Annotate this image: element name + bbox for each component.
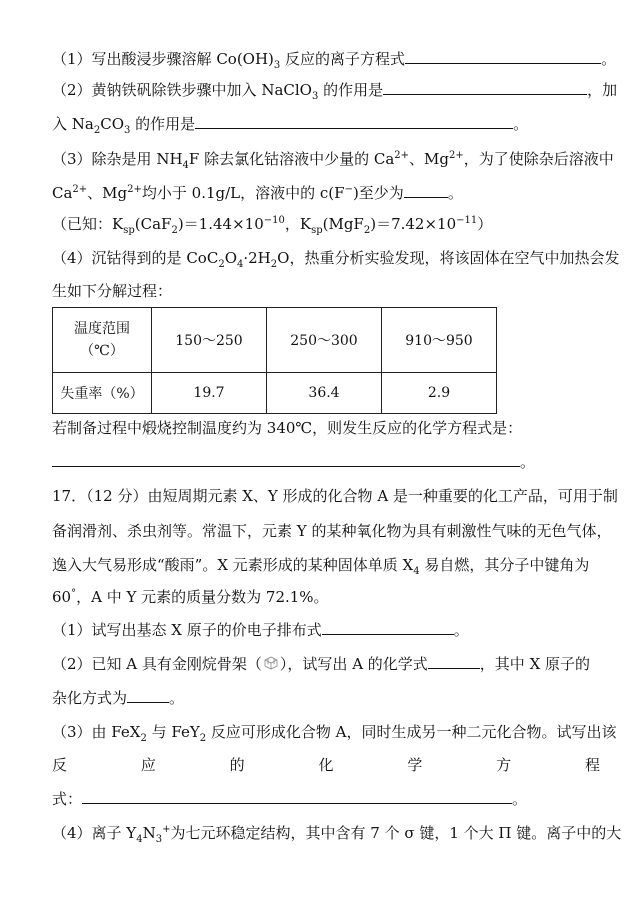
q3-line1 [52, 149, 614, 169]
q17-p4-sub1: 4 [136, 834, 143, 845]
q2-sub: 3 [311, 91, 319, 102]
q17-p3-spread-char: 应 [140, 756, 156, 774]
header-label-line2: （℃） [80, 343, 124, 359]
q3-line2-b: 、Mg [87, 184, 128, 202]
table-cell: 36.4 [267, 373, 382, 414]
q4-line1 [52, 248, 619, 268]
q17-p3-sub1: 2 [140, 733, 147, 744]
q2-number: （2） [52, 81, 92, 99]
q17-p3-line3 [52, 789, 527, 809]
q17-p2-line1 [52, 654, 590, 674]
q3-caf-sub: 2 [171, 225, 178, 236]
q4-after: 若制备过程中煅烧控制温度约为 340℃，则发生反应的化学方程式是： [52, 419, 523, 437]
q3-sp2: sp [311, 225, 323, 236]
table-cell: 2.9 [382, 373, 497, 414]
q3-line2-a: Ca [52, 184, 73, 202]
q3-line2-sup3: − [344, 184, 353, 195]
q17-p2-a: （2）已知 A 具有金刚烷骨架（ [52, 655, 262, 673]
q4-line1-b: O [224, 249, 237, 267]
q4-line1-c: ·2H [243, 249, 271, 267]
q17-intro-c-b: 易自燃，其分子中键角为 [419, 556, 590, 574]
q3-sub-nh: 4 [182, 160, 189, 171]
q2-text-b: 的作用是 [318, 81, 384, 99]
q17-p3-line3-text: 式： [52, 790, 83, 808]
q3-sup-ca: 2+ [394, 150, 410, 161]
q3-close: ） [477, 215, 493, 233]
q1-line [52, 49, 616, 69]
q3-line2-d: )至少为 [352, 184, 404, 202]
q2-line2-a: 入 Na [52, 115, 94, 133]
q17-p2-line2-text: 杂化方式为 [52, 689, 128, 707]
q4-answer-blank[interactable] [52, 452, 520, 467]
q2-text: 黄钠铁矾除铁步骤中加入 NaClO [91, 81, 312, 99]
q3-number: （3） [52, 150, 92, 168]
q2-answer-blank-1[interactable] [383, 80, 587, 95]
q2-line2-sub1: 2 [93, 125, 101, 136]
q1-number: （1） [52, 50, 92, 68]
q3-end: 。 [447, 184, 463, 202]
q2-line2-b: CO [100, 115, 124, 133]
q17-intro-d-sup: ° [71, 588, 77, 599]
q3-mgf: (MgF [322, 215, 364, 233]
q3-line2-sup2: 2+ [127, 184, 142, 195]
q4-line1-a: 沉钴得到的是 CoC [91, 249, 219, 267]
table-header-label [53, 308, 152, 373]
q17-p3-spread-char: 方 [496, 756, 512, 774]
q1-end: 。 [601, 50, 617, 68]
table-cell: 150～250 [152, 308, 267, 373]
q17-p2-answer-blank-2[interactable] [127, 688, 169, 703]
q3-line1-c: 、Mg [409, 150, 449, 168]
q3-caf-val: )＝1.44×10 [177, 215, 264, 233]
q3-line2-c: 均小于 0.1g/L，溶液中的 c(F [141, 184, 345, 202]
decomposition-table [52, 307, 497, 414]
q4-answer-line [52, 452, 535, 472]
q4-line1-d: O，热重分析实验发现，将该固体在空气中加热会发 [277, 249, 620, 267]
q3-line2 [52, 183, 463, 203]
q17-p1-end: 。 [453, 621, 469, 639]
table-row [53, 373, 497, 414]
q2-answer-blank-2[interactable] [195, 114, 513, 129]
q17-p3-end: 。 [512, 790, 528, 808]
q3-mgf-sub: 2 [363, 225, 371, 236]
q2-line1 [52, 80, 617, 100]
q4-end: 。 [520, 453, 536, 471]
q17-p2-line2 [52, 688, 184, 708]
q1-answer-blank[interactable] [405, 49, 601, 64]
q2-text-c: ，加 [587, 81, 618, 99]
q4-sub3: 2 [270, 259, 278, 270]
q17-intro-a: 17．（12 分）由短周期元素 X、Y 形成的化合物 A 是一种重要的化工产品，可用于制 [52, 487, 618, 505]
q17-p1-text: （1）试写出基态 X 原子的价电子排布式 [52, 621, 322, 639]
q17-intro-b: 备润滑剂、杀虫剂等。常温下，元素 Y 的某种氧化物为具有刺激性气味的无色气体， [52, 522, 612, 540]
adamantane-skeleton-icon [262, 655, 280, 669]
q17-p4 [52, 823, 621, 843]
q17-p3-answer-blank[interactable] [82, 789, 512, 804]
q17-p3-spread-char: 的 [229, 756, 245, 774]
q3-caf: (CaF [134, 215, 172, 233]
q17-p3-spread-char: 反 [52, 756, 68, 774]
q17-p3-spread-char: 程 [584, 756, 600, 774]
q17-p3-spread-char: 学 [407, 756, 423, 774]
q17-p3-a: （3）由 FeX [52, 723, 141, 741]
q17-intro-c-sub: 4 [413, 566, 420, 577]
q17-p3-b: 与 FeY [146, 723, 200, 741]
q17-p2-end: 。 [169, 689, 185, 707]
q17-p1 [52, 620, 469, 640]
table-cell: 250～300 [267, 308, 382, 373]
q4-line2: 生如下分解过程： [52, 282, 173, 300]
q17-p2-answer-blank-1[interactable] [428, 654, 480, 669]
q2-line2-sub2: 3 [124, 125, 131, 136]
q3-mgf-val: )＝7.42×10 [370, 215, 457, 233]
q17-p2-b: ），试写出 A 的化学式 [279, 655, 428, 673]
q17-p4-c: 为七元环稳定结构，其中含有 7 个 σ 键，1 个大 Π 键。离子中的大 [170, 824, 622, 842]
q17-p3-sub2: 2 [199, 733, 207, 744]
table-row [53, 308, 497, 373]
q3-line1-b: F 除去氯化钴溶液中少量的 Ca [188, 150, 395, 168]
q3-line2-sup1: 2+ [72, 184, 88, 195]
q17-p3-c: 反应可形成化合物 A，同时生成另一种二元化合物。试写出该 [206, 723, 617, 741]
q17-intro-c [52, 555, 589, 575]
q3-known: （已知：K [52, 215, 124, 233]
q17-intro-d-b: ，A 中 Y 元素的质量分数为 72.1%。 [76, 588, 329, 606]
q2-line2-c: 的作用是 [130, 115, 196, 133]
q3-mid: ，K [284, 215, 312, 233]
q2-end: 。 [513, 115, 529, 133]
q17-p4-sub2: 3 [155, 834, 163, 845]
q3-mgf-exp: −11 [456, 215, 478, 226]
table-cell: 910～950 [382, 308, 497, 373]
q4-number: （4） [52, 249, 92, 267]
q1-text-b: 反应的离子方程式 [280, 50, 406, 68]
q3-line1-d: ，为了使除杂后溶液中 [463, 150, 614, 168]
q17-p2-c: ，其中 X 原子的 [479, 655, 591, 673]
q1-sub: 3 [273, 60, 281, 71]
q3-answer-blank[interactable] [404, 183, 448, 198]
q17-intro-d-a: 60 [52, 588, 72, 606]
q17-p4-b: N [142, 824, 156, 842]
q17-intro-d [52, 587, 329, 607]
q4-sub2: 4 [237, 259, 244, 270]
q17-p3-spread-char: 化 [318, 756, 334, 774]
table-cell: 19.7 [152, 373, 267, 414]
table-row-label: 失重率（%） [53, 373, 152, 414]
q3-sp1: sp [123, 225, 135, 236]
q17-p4-a: （4）离子 Y [52, 824, 137, 842]
q17-p3-line1 [52, 722, 617, 742]
q2-line2 [52, 114, 528, 134]
header-label-line1: 温度范围 [74, 321, 130, 337]
q4-sub1: 2 [218, 259, 225, 270]
q17-p4-sup: + [162, 824, 171, 835]
q3-sup-mg: 2+ [449, 150, 464, 161]
q17-intro-c-a: 逸入大气易形成“酸雨”。X 元素形成的某种固体单质 X [52, 556, 414, 574]
q3-line1-a: 除杂是用 NH [91, 150, 183, 168]
q17-p1-answer-blank[interactable] [322, 620, 454, 635]
q1-text: 写出酸浸步骤溶解 Co(OH) [91, 50, 274, 68]
q17-p3-line2 [52, 755, 600, 775]
q3-known-line [52, 214, 492, 234]
q3-caf-exp: −10 [263, 215, 285, 226]
